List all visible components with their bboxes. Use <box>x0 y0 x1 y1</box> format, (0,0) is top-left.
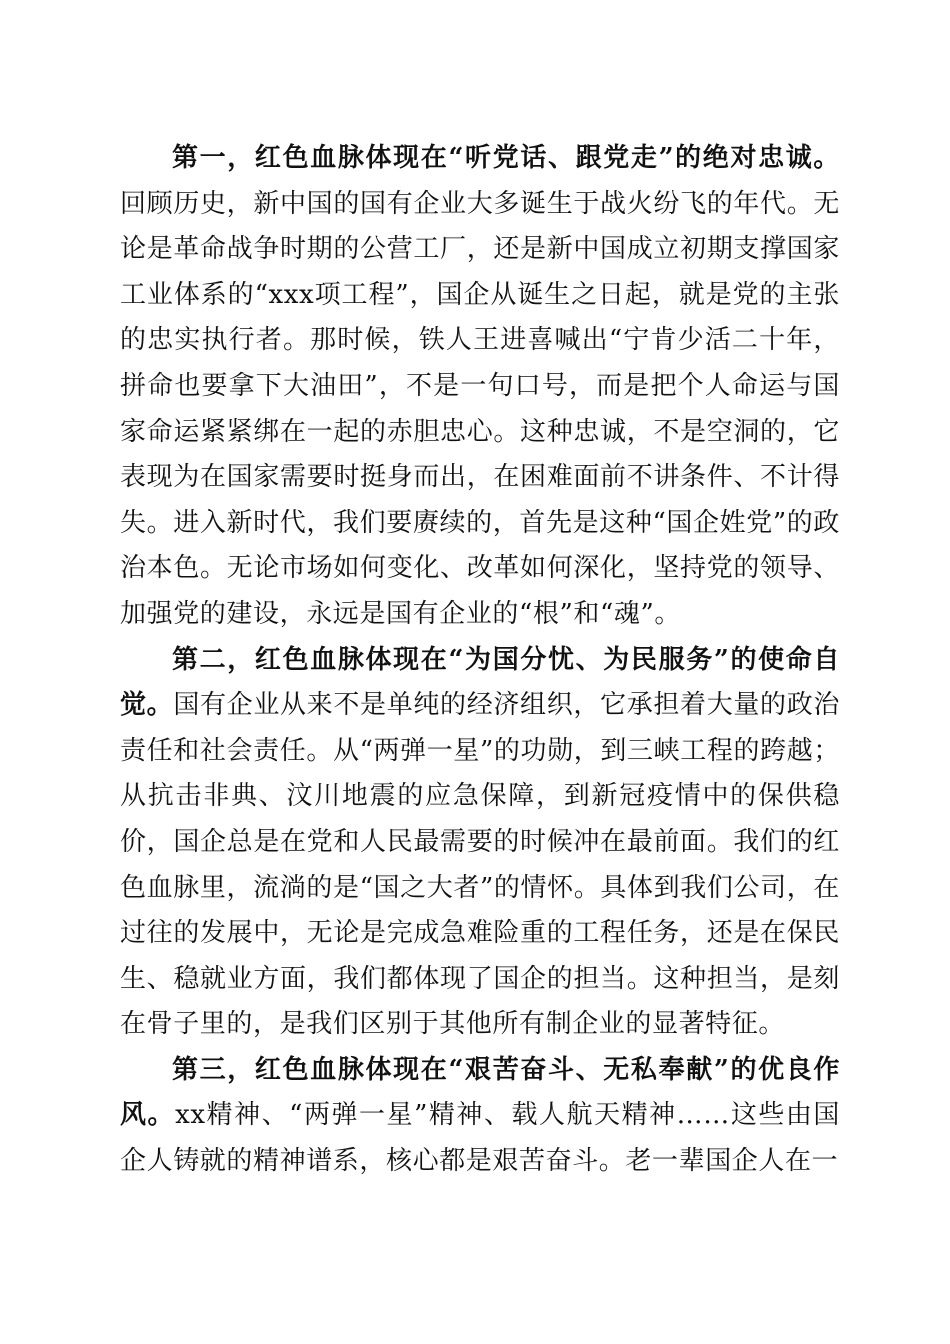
paragraph-heading-first: 第一，红色血脉体现在“听党话、跟党走”的绝对忠诚。 <box>172 143 840 173</box>
paragraph-text-second: 国有企业从来不是单纯的经济组织，它承担着大量的政治责任和社会责任。从“两弹一星”的功勋，到三峡工程的跨越；从抗击非典、汶川地震的应急保障，到新冠疫情中的保供稳价，国企总是在党和人民最需要的时候冲在最前面。我们的红色血脉里，流淌的是“国之大者”的情怀。具体到我们公司，在过往的发展中，无论是完成急难险重的工程任务，还是在保民生、稳就业方面，我们都体现了国企的担当。这种担当，是刻在骨子里的，是我们区别于其他所有制企业的显著特征。 <box>120 690 840 1040</box>
paragraph-text-third: xx精神、“两弹一星”精神、载人航天精神……这些由国企人铸就的精神谱系，核心都是艰苦奋斗。老一辈国企人在一 <box>120 1100 841 1177</box>
paragraph-heading-second: 第二，红色血脉体现在“为国分忧、为民服务”的使命自觉。 <box>120 644 840 721</box>
paragraph-second <box>120 638 840 1048</box>
paragraph-third <box>120 1048 840 1185</box>
paragraph-heading-third: 第三，红色血脉体现在“艰苦奋斗、无私奉献”的优良作风。 <box>120 1054 840 1131</box>
paragraph-text-first: 回顾历史，新中国的国有企业大多诞生于战火纷飞的年代。无论是革命战争时期的公营工厂，还是新中国成立初期支撑国家工业体系的“xxx项工程”，国企从诞生之日起，就是党的主张的忠实执行者。那时候，铁人王进喜喊出“宁肯少活二十年，拼命也要拿下大油田”，不是一句口号，而是把个人命运与国家命运紧紧绑在一起的赤胆忠心。这种忠诚，不是空洞的，它表现为在国家需要时挺身而出，在困难面前不讲条件、不计得失。进入新时代，我们要赓续的，首先是这种“国企姓党”的政治本色。无论市场如何变化、改革如何深化，坚持党的领导、加强党的建设，永远是国有企业的“根”和“魂”。 <box>120 188 840 629</box>
document-body <box>120 136 840 1185</box>
paragraph-first <box>120 136 840 638</box>
